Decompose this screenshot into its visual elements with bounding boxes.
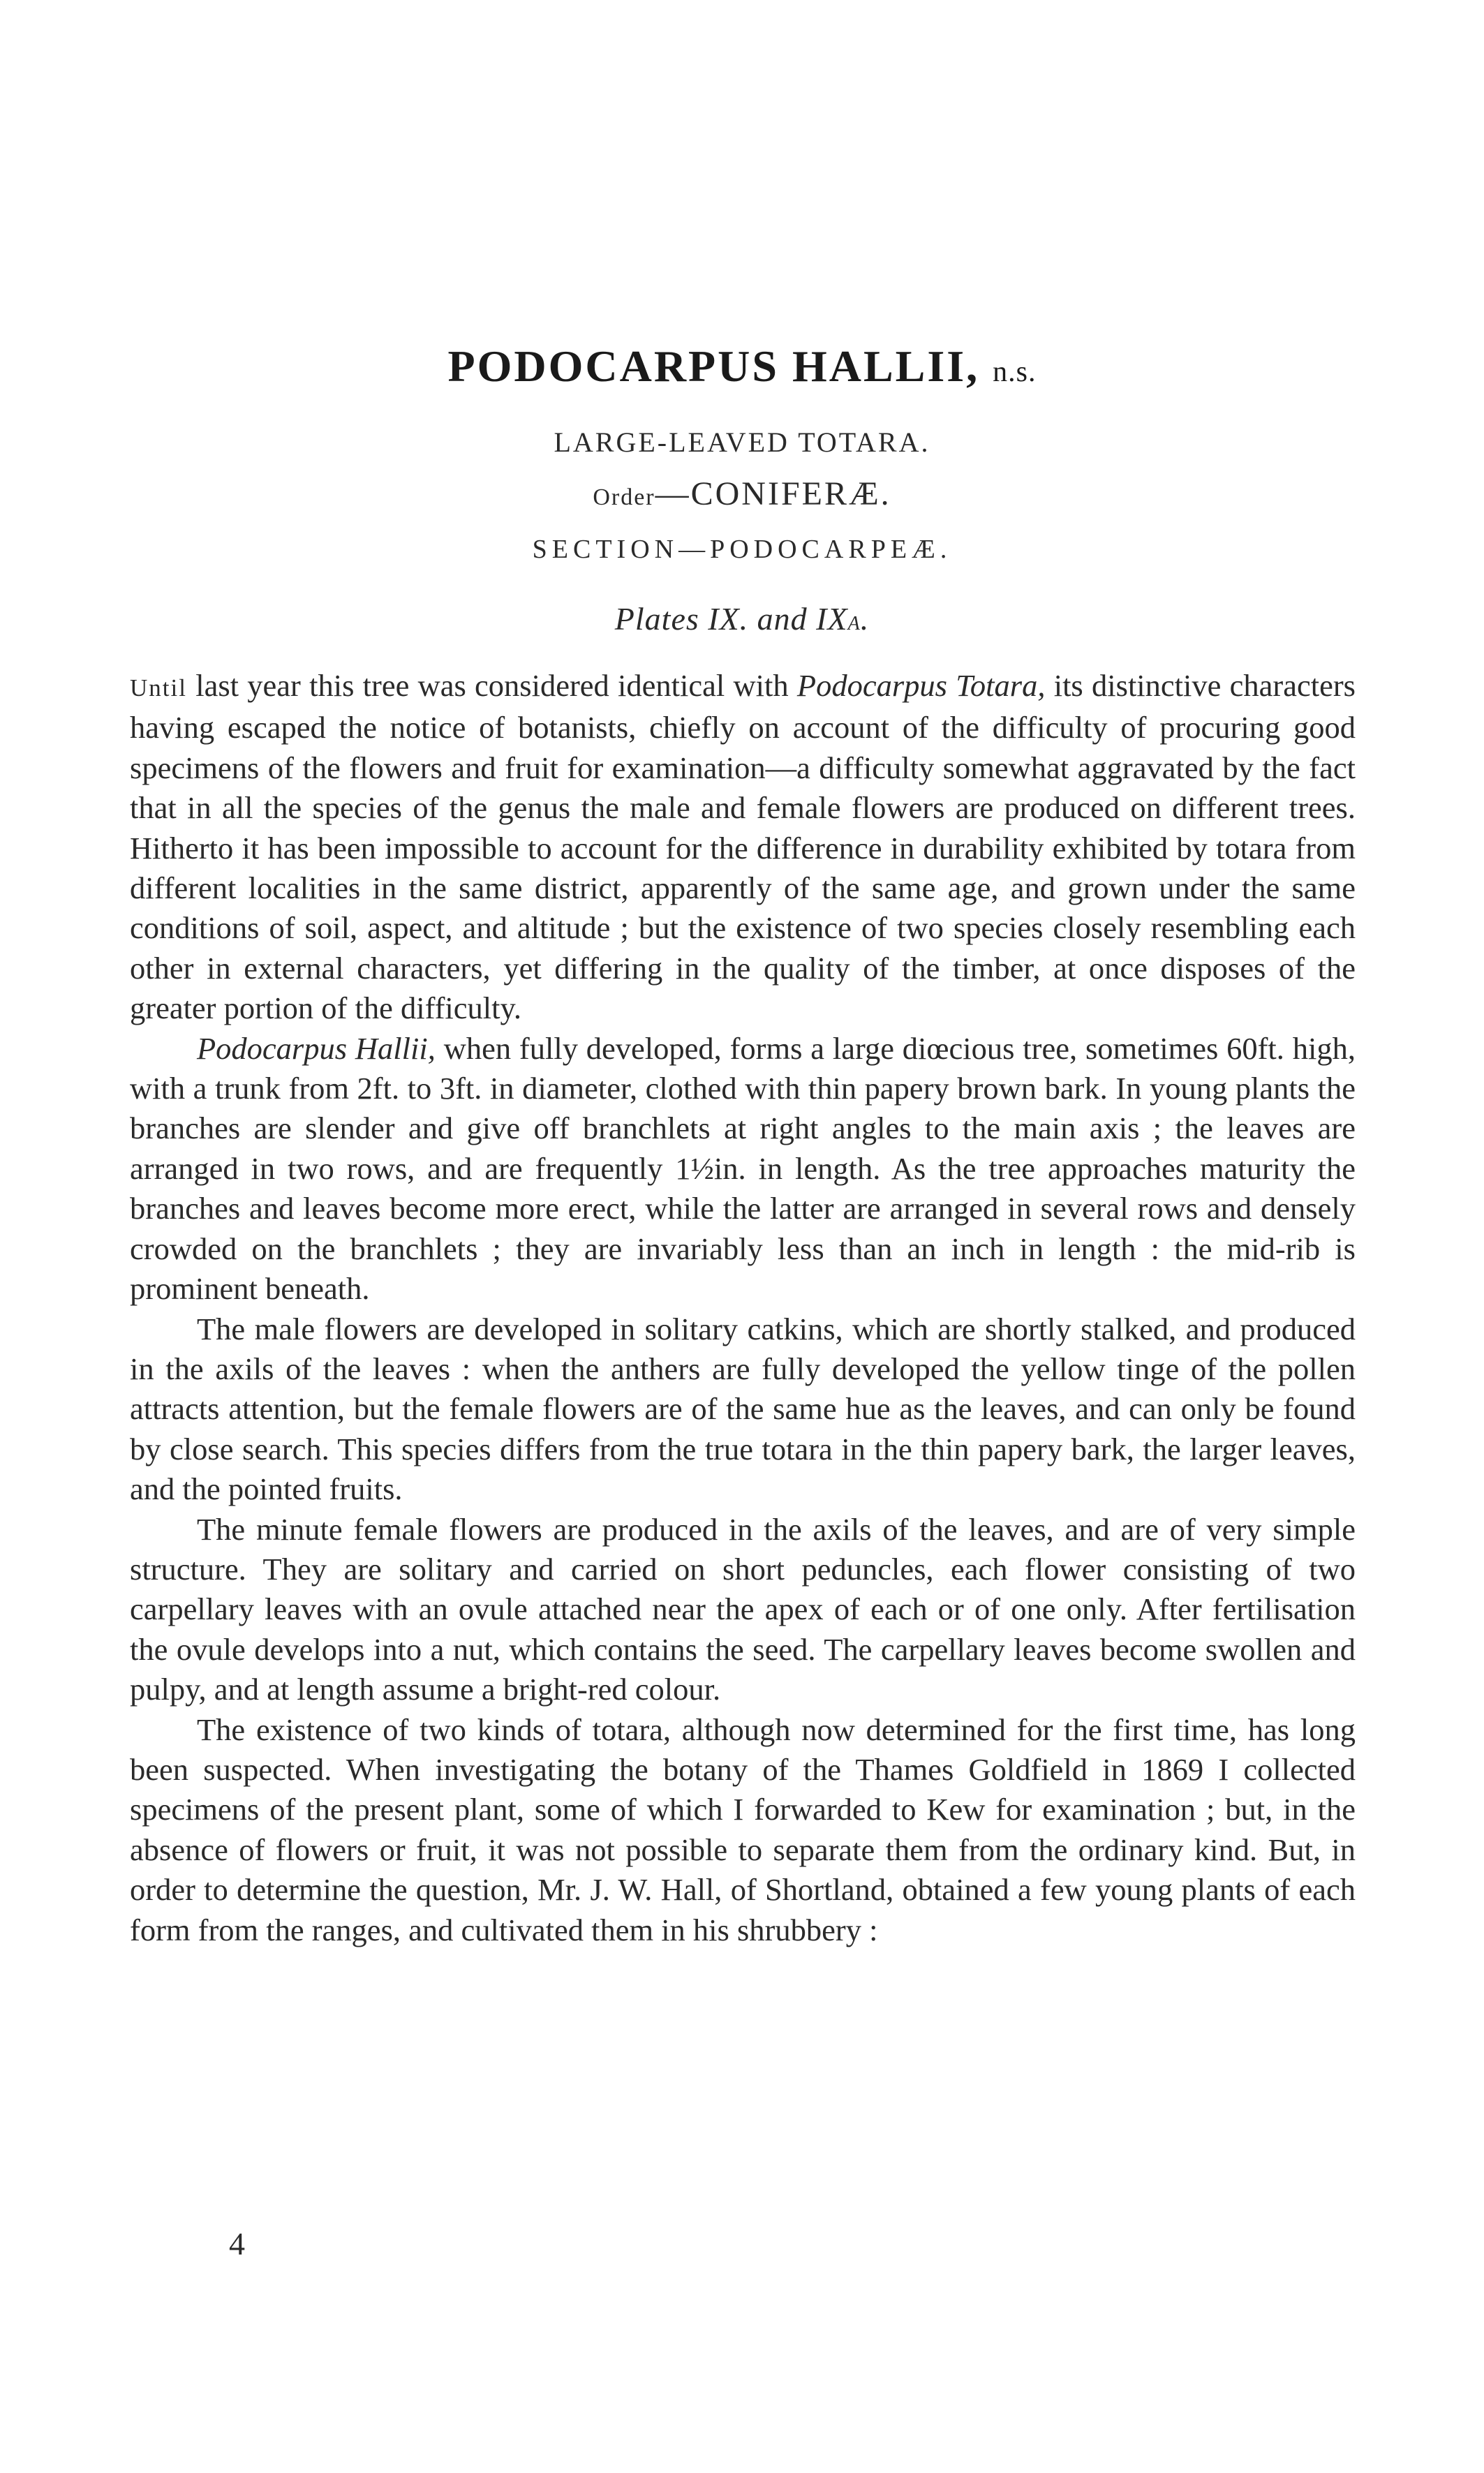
paragraph-2-italic: Podocarpus Hallii, — [197, 1030, 436, 1066]
common-name: LARGE-LEAVED TOTARA. — [554, 426, 930, 458]
order-label: Order — [593, 484, 655, 510]
paragraph-1-text-a: last year this tree was considered identical with — [186, 668, 797, 703]
paragraph-2-text: when fully developed, forms a large diœcious tree, sometimes 60ft. high, with a trunk from 2ft. to 3ft. in diameter, clothed with thin papery brown bark. In young plants the branches are slender and give off branchlets at right angles to the main axis ; the leaves are arranged in two rows, and are frequently 1½in. in length. As the tree approaches maturity the branches and leaves become more erect, while the latter are arranged in several rows and densely crowded on the branchlets ; they are invariably less than an inch in length : the mid-rib is prominent beneath. — [130, 1030, 1356, 1307]
order-line — [0, 475, 1484, 513]
plates-main: Plates IX. and IX — [614, 601, 848, 637]
section-line: SECTION—PODOCARPEÆ. — [532, 535, 952, 564]
species-title — [0, 341, 1484, 392]
paragraph-4: The minute female flowers are produced in the axils of the leaves, and are of very simple structure. They are solitary and carried on short peduncles, each flower consisting of two carpellary leaves with an ovule attached near the apex of each or of one only. After fertilisation the ovule develops into a nut, which contains the seed. The carpellary leaves become swollen and pulpy, and at length assume a bright-red colour. — [130, 1511, 1356, 1707]
paragraph-3: The male flowers are developed in solitary catkins, which are shortly stalked, and produced in the axils of the leaves : when the anthers are fully developed the yellow tinge of the pollen attracts attention, but the female flowers are of the same hue as the leaves, and can only be found by close search. This species differs from the true totara in the thin papery bark, the larger leaves, and the pointed fruits. — [130, 1311, 1356, 1507]
order-name: —CONIFERÆ. — [655, 475, 891, 512]
species-title-text: PODOCARPUS HALLII, — [447, 341, 980, 391]
paragraph-1 — [130, 666, 1356, 1029]
paragraph-1-lead: Until — [130, 674, 187, 701]
species-title-suffix: n.s. — [993, 356, 1037, 388]
plates-reference — [0, 600, 1484, 637]
paragraph-1-text-b: its distinctive characters having escaped the notice of botanists, chiefly on account of the difficulty of procuring good specimens of the flowers and fruit for examination—a difficulty somewhat aggravated by the fact that in all the species of the genus the male and female flowers are produced on different trees. Hitherto it has been impossible to account for the difference in durability exhibited by totara from different localities in the same district, apparently of the same age, and grown under the same conditions of soil, aspect, and altitude ; but the existence of two species closely resembling each other in external characters, yet differing in the quality of the timber, at once disposes of the greater portion of the difficulty. — [130, 668, 1356, 1026]
paragraph-1-italic: Podocarpus Totara, — [796, 668, 1046, 703]
plates-subscript: A — [847, 613, 861, 634]
body-text — [130, 666, 1356, 1950]
page-number: 4 — [229, 2226, 245, 2262]
paragraph-2 — [130, 1029, 1356, 1309]
plates-end: . — [860, 601, 870, 637]
paragraph-5: The existence of two kinds of totara, although now determined for the first time, has long been suspected. When investigating the botany of the Thames Goldfield in 1869 I collected specimens of the present plant, some of which I forwarded to Kew for examination ; but, in the absence of flowers or fruit, it was not possible to separate them from the ordinary kind. But, in order to determine the question, Mr. J. W. Hall, of Shortland, obtained a few young plants of each form from the ranges, and cultivated them in his shrubbery : — [130, 1711, 1356, 1947]
